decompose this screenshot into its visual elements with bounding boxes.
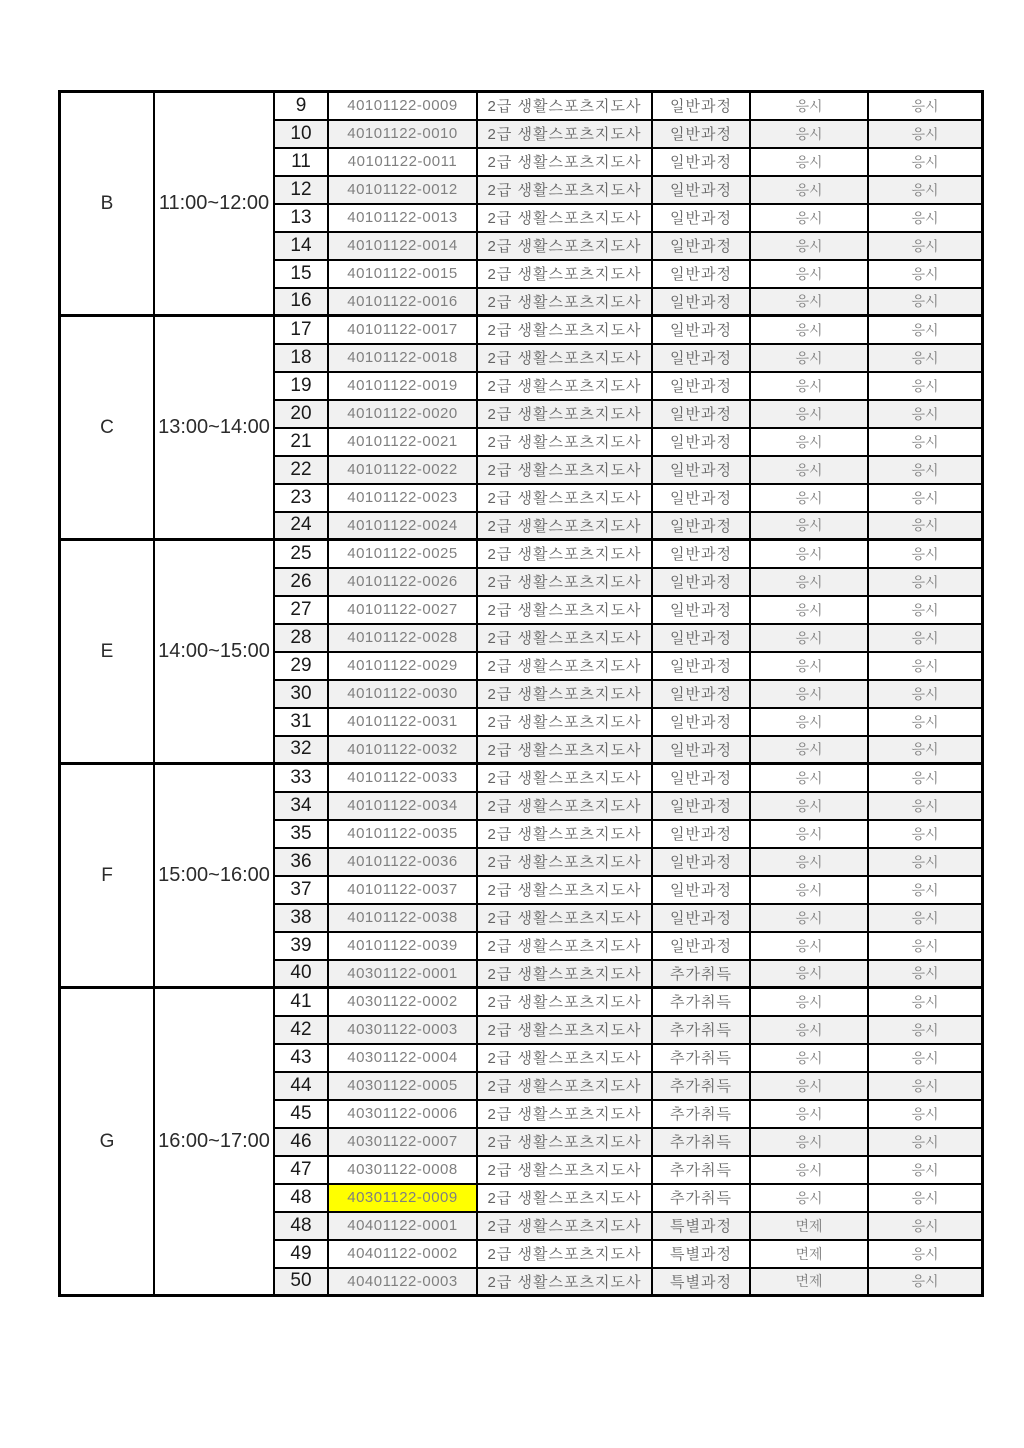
code-cell: 40101122-0016 (328, 288, 477, 316)
qualification-cell: 2급 생활스포츠지도사 (477, 1016, 652, 1044)
qualification-cell: 2급 생활스포츠지도사 (477, 92, 652, 120)
row-number-cell: 38 (274, 904, 328, 932)
code-cell: 40101122-0013 (328, 204, 477, 232)
row-number-cell: 42 (274, 1016, 328, 1044)
code-cell: 40101122-0033 (328, 764, 477, 792)
row-number-cell: 33 (274, 764, 328, 792)
status1-cell: 응시 (750, 512, 868, 540)
status1-cell: 응시 (750, 988, 868, 1016)
course-cell: 특별과정 (652, 1240, 750, 1268)
row-number-cell: 9 (274, 92, 328, 120)
code-cell: 40401122-0001 (328, 1212, 477, 1240)
status1-cell: 응시 (750, 904, 868, 932)
status2-cell: 응시 (868, 372, 983, 400)
course-cell: 일반과정 (652, 904, 750, 932)
status1-cell: 응시 (750, 288, 868, 316)
status2-cell: 응시 (868, 1044, 983, 1072)
status1-cell: 응시 (750, 372, 868, 400)
qualification-cell: 2급 생활스포츠지도사 (477, 876, 652, 904)
status2-cell: 응시 (868, 344, 983, 372)
qualification-cell: 2급 생활스포츠지도사 (477, 176, 652, 204)
code-cell: 40101122-0027 (328, 596, 477, 624)
status2-cell: 응시 (868, 1016, 983, 1044)
code-cell: 40301122-0007 (328, 1128, 477, 1156)
qualification-cell: 2급 생활스포츠지도사 (477, 120, 652, 148)
status1-cell: 응시 (750, 680, 868, 708)
code-cell: 40301122-0003 (328, 1016, 477, 1044)
status1-cell: 응시 (750, 456, 868, 484)
row-number-cell: 43 (274, 1044, 328, 1072)
code-cell: 40301122-0004 (328, 1044, 477, 1072)
course-cell: 일반과정 (652, 400, 750, 428)
qualification-cell: 2급 생활스포츠지도사 (477, 512, 652, 540)
code-cell: 40101122-0031 (328, 708, 477, 736)
course-cell: 일반과정 (652, 848, 750, 876)
table-row (60, 316, 983, 344)
status1-cell: 응시 (750, 260, 868, 288)
status1-cell: 응시 (750, 1184, 868, 1212)
qualification-cell: 2급 생활스포츠지도사 (477, 484, 652, 512)
status1-cell: 응시 (750, 1128, 868, 1156)
code-cell: 40101122-0024 (328, 512, 477, 540)
qualification-cell: 2급 생활스포츠지도사 (477, 568, 652, 596)
qualification-cell: 2급 생활스포츠지도사 (477, 1184, 652, 1212)
qualification-cell: 2급 생활스포츠지도사 (477, 736, 652, 764)
qualification-cell: 2급 생활스포츠지도사 (477, 652, 652, 680)
time-cell: 14:00~15:00 (154, 540, 274, 764)
qualification-cell: 2급 생활스포츠지도사 (477, 540, 652, 568)
qualification-cell: 2급 생활스포츠지도사 (477, 680, 652, 708)
status1-cell: 응시 (750, 932, 868, 960)
status2-cell: 응시 (868, 316, 983, 344)
row-number-cell: 29 (274, 652, 328, 680)
row-number-cell: 46 (274, 1128, 328, 1156)
course-cell: 일반과정 (652, 204, 750, 232)
status2-cell: 응시 (868, 400, 983, 428)
status2-cell: 응시 (868, 960, 983, 988)
code-cell: 40101122-0029 (328, 652, 477, 680)
row-number-cell: 48 (274, 1212, 328, 1240)
status1-cell: 응시 (750, 176, 868, 204)
status2-cell: 응시 (868, 120, 983, 148)
course-cell: 일반과정 (652, 736, 750, 764)
status1-cell: 응시 (750, 764, 868, 792)
status1-cell: 응시 (750, 204, 868, 232)
course-cell: 일반과정 (652, 708, 750, 736)
row-number-cell: 37 (274, 876, 328, 904)
code-cell: 40101122-0015 (328, 260, 477, 288)
status1-cell: 응시 (750, 120, 868, 148)
time-cell: 13:00~14:00 (154, 316, 274, 540)
status2-cell: 응시 (868, 932, 983, 960)
status2-cell: 응시 (868, 1156, 983, 1184)
status2-cell: 응시 (868, 1072, 983, 1100)
status1-cell: 응시 (750, 1016, 868, 1044)
code-cell: 40101122-0021 (328, 428, 477, 456)
qualification-cell: 2급 생활스포츠지도사 (477, 232, 652, 260)
status2-cell: 응시 (868, 1128, 983, 1156)
code-cell: 40101122-0012 (328, 176, 477, 204)
row-number-cell: 26 (274, 568, 328, 596)
status1-cell: 응시 (750, 344, 868, 372)
status2-cell: 응시 (868, 820, 983, 848)
status2-cell: 응시 (868, 680, 983, 708)
status1-cell: 응시 (750, 316, 868, 344)
status2-cell: 응시 (868, 1268, 983, 1296)
status2-cell: 응시 (868, 288, 983, 316)
row-number-cell: 16 (274, 288, 328, 316)
row-number-cell: 18 (274, 344, 328, 372)
qualification-cell: 2급 생활스포츠지도사 (477, 1156, 652, 1184)
status2-cell: 응시 (868, 792, 983, 820)
qualification-cell: 2급 생활스포츠지도사 (477, 792, 652, 820)
course-cell: 일반과정 (652, 512, 750, 540)
status1-cell: 응시 (750, 652, 868, 680)
group-label-cell: C (60, 316, 155, 540)
course-cell: 추가취득 (652, 1128, 750, 1156)
status1-cell: 응시 (750, 568, 868, 596)
course-cell: 일반과정 (652, 288, 750, 316)
row-number-cell: 23 (274, 484, 328, 512)
course-cell: 일반과정 (652, 456, 750, 484)
row-number-cell: 31 (274, 708, 328, 736)
code-cell: 40101122-0039 (328, 932, 477, 960)
row-number-cell: 28 (274, 624, 328, 652)
status2-cell: 응시 (868, 904, 983, 932)
code-cell: 40101122-0010 (328, 120, 477, 148)
code-cell: 40101122-0035 (328, 820, 477, 848)
row-number-cell: 41 (274, 988, 328, 1016)
course-cell: 특별과정 (652, 1212, 750, 1240)
qualification-cell: 2급 생활스포츠지도사 (477, 624, 652, 652)
code-cell: 40401122-0002 (328, 1240, 477, 1268)
row-number-cell: 20 (274, 400, 328, 428)
status2-cell: 응시 (868, 652, 983, 680)
course-cell: 추가취득 (652, 1016, 750, 1044)
status2-cell: 응시 (868, 568, 983, 596)
status1-cell: 응시 (750, 960, 868, 988)
code-cell: 40301122-0009 (328, 1184, 477, 1212)
code-cell: 40101122-0025 (328, 540, 477, 568)
status2-cell: 응시 (868, 1100, 983, 1128)
course-cell: 추가취득 (652, 1072, 750, 1100)
qualification-cell: 2급 생활스포츠지도사 (477, 344, 652, 372)
qualification-cell: 2급 생활스포츠지도사 (477, 260, 652, 288)
code-cell: 40101122-0028 (328, 624, 477, 652)
row-number-cell: 14 (274, 232, 328, 260)
row-number-cell: 30 (274, 680, 328, 708)
row-number-cell: 19 (274, 372, 328, 400)
row-number-cell: 21 (274, 428, 328, 456)
code-cell: 40101122-0037 (328, 876, 477, 904)
status1-cell: 응시 (750, 1072, 868, 1100)
course-cell: 일반과정 (652, 484, 750, 512)
course-cell: 추가취득 (652, 1044, 750, 1072)
status1-cell: 응시 (750, 1044, 868, 1072)
status1-cell: 응시 (750, 876, 868, 904)
course-cell: 일반과정 (652, 568, 750, 596)
status2-cell: 응시 (868, 764, 983, 792)
status1-cell: 응시 (750, 484, 868, 512)
qualification-cell: 2급 생활스포츠지도사 (477, 1128, 652, 1156)
time-cell: 16:00~17:00 (154, 988, 274, 1296)
code-cell: 40301122-0006 (328, 1100, 477, 1128)
course-cell: 일반과정 (652, 120, 750, 148)
code-cell: 40101122-0022 (328, 456, 477, 484)
course-cell: 일반과정 (652, 820, 750, 848)
status2-cell: 응시 (868, 148, 983, 176)
group-label-cell: B (60, 92, 155, 316)
status1-cell: 응시 (750, 624, 868, 652)
course-cell: 일반과정 (652, 624, 750, 652)
course-cell: 추가취득 (652, 988, 750, 1016)
status1-cell: 응시 (750, 428, 868, 456)
qualification-cell: 2급 생활스포츠지도사 (477, 1072, 652, 1100)
status1-cell: 응시 (750, 708, 868, 736)
course-cell: 추가취득 (652, 1100, 750, 1128)
group-label-cell: E (60, 540, 155, 764)
status2-cell: 응시 (868, 260, 983, 288)
status2-cell: 응시 (868, 204, 983, 232)
course-cell: 일반과정 (652, 260, 750, 288)
qualification-cell: 2급 생활스포츠지도사 (477, 960, 652, 988)
code-cell: 40101122-0009 (328, 92, 477, 120)
status2-cell: 응시 (868, 624, 983, 652)
code-cell: 40301122-0002 (328, 988, 477, 1016)
status2-cell: 응시 (868, 232, 983, 260)
course-cell: 일반과정 (652, 148, 750, 176)
course-cell: 추가취득 (652, 960, 750, 988)
qualification-cell: 2급 생활스포츠지도사 (477, 932, 652, 960)
status2-cell: 응시 (868, 596, 983, 624)
row-number-cell: 17 (274, 316, 328, 344)
row-number-cell: 32 (274, 736, 328, 764)
qualification-cell: 2급 생활스포츠지도사 (477, 400, 652, 428)
table-row (60, 764, 983, 792)
row-number-cell: 25 (274, 540, 328, 568)
code-cell: 40101122-0032 (328, 736, 477, 764)
status1-cell: 응시 (750, 92, 868, 120)
course-cell: 일반과정 (652, 876, 750, 904)
code-cell: 40301122-0001 (328, 960, 477, 988)
course-cell: 일반과정 (652, 596, 750, 624)
qualification-cell: 2급 생활스포츠지도사 (477, 708, 652, 736)
status2-cell: 응시 (868, 92, 983, 120)
status2-cell: 응시 (868, 456, 983, 484)
course-cell: 추가취득 (652, 1184, 750, 1212)
course-cell: 일반과정 (652, 764, 750, 792)
status2-cell: 응시 (868, 1184, 983, 1212)
course-cell: 일반과정 (652, 932, 750, 960)
group-label-cell: G (60, 988, 155, 1296)
qualification-cell: 2급 생활스포츠지도사 (477, 372, 652, 400)
table-row (60, 540, 983, 568)
qualification-cell: 2급 생활스포츠지도사 (477, 1212, 652, 1240)
row-number-cell: 35 (274, 820, 328, 848)
status1-cell: 응시 (750, 232, 868, 260)
row-number-cell: 24 (274, 512, 328, 540)
row-number-cell: 45 (274, 1100, 328, 1128)
code-cell: 40101122-0011 (328, 148, 477, 176)
qualification-cell: 2급 생활스포츠지도사 (477, 148, 652, 176)
status2-cell: 응시 (868, 176, 983, 204)
code-cell: 40301122-0008 (328, 1156, 477, 1184)
group-label-cell: F (60, 764, 155, 988)
code-cell: 40301122-0005 (328, 1072, 477, 1100)
course-cell: 특별과정 (652, 1268, 750, 1296)
row-number-cell: 39 (274, 932, 328, 960)
table-row (60, 988, 983, 1016)
course-cell: 일반과정 (652, 372, 750, 400)
qualification-cell: 2급 생활스포츠지도사 (477, 204, 652, 232)
qualification-cell: 2급 생활스포츠지도사 (477, 428, 652, 456)
status2-cell: 응시 (868, 988, 983, 1016)
table-body (60, 92, 983, 1296)
time-cell: 11:00~12:00 (154, 92, 274, 316)
status1-cell: 응시 (750, 540, 868, 568)
code-cell: 40101122-0020 (328, 400, 477, 428)
code-cell: 40101122-0018 (328, 344, 477, 372)
time-cell: 15:00~16:00 (154, 764, 274, 988)
qualification-cell: 2급 생활스포츠지도사 (477, 820, 652, 848)
row-number-cell: 47 (274, 1156, 328, 1184)
code-cell: 40101122-0014 (328, 232, 477, 260)
status2-cell: 응시 (868, 540, 983, 568)
status1-cell: 응시 (750, 1100, 868, 1128)
row-number-cell: 10 (274, 120, 328, 148)
qualification-cell: 2급 생활스포츠지도사 (477, 904, 652, 932)
qualification-cell: 2급 생활스포츠지도사 (477, 1044, 652, 1072)
qualification-cell: 2급 생활스포츠지도사 (477, 288, 652, 316)
row-number-cell: 13 (274, 204, 328, 232)
code-cell: 40101122-0030 (328, 680, 477, 708)
status2-cell: 응시 (868, 876, 983, 904)
code-cell: 40101122-0017 (328, 316, 477, 344)
qualification-cell: 2급 생활스포츠지도사 (477, 456, 652, 484)
status1-cell: 응시 (750, 400, 868, 428)
row-number-cell: 34 (274, 792, 328, 820)
course-cell: 일반과정 (652, 92, 750, 120)
course-cell: 추가취득 (652, 1156, 750, 1184)
qualification-cell: 2급 생활스포츠지도사 (477, 1268, 652, 1296)
status1-cell: 면제 (750, 1240, 868, 1268)
course-cell: 일반과정 (652, 344, 750, 372)
status1-cell: 응시 (750, 736, 868, 764)
qualification-cell: 2급 생활스포츠지도사 (477, 596, 652, 624)
status1-cell: 면제 (750, 1268, 868, 1296)
code-cell: 40101122-0019 (328, 372, 477, 400)
status2-cell: 응시 (868, 428, 983, 456)
course-cell: 일반과정 (652, 316, 750, 344)
code-cell: 40401122-0003 (328, 1268, 477, 1296)
status2-cell: 응시 (868, 484, 983, 512)
status1-cell: 응시 (750, 596, 868, 624)
code-cell: 40101122-0026 (328, 568, 477, 596)
qualification-cell: 2급 생활스포츠지도사 (477, 1100, 652, 1128)
qualification-cell: 2급 생활스포츠지도사 (477, 988, 652, 1016)
course-cell: 일반과정 (652, 540, 750, 568)
status2-cell: 응시 (868, 512, 983, 540)
status1-cell: 응시 (750, 1156, 868, 1184)
status1-cell: 응시 (750, 792, 868, 820)
status2-cell: 응시 (868, 708, 983, 736)
course-cell: 일반과정 (652, 680, 750, 708)
course-cell: 일반과정 (652, 428, 750, 456)
status1-cell: 응시 (750, 820, 868, 848)
course-cell: 일반과정 (652, 176, 750, 204)
status2-cell: 응시 (868, 848, 983, 876)
row-number-cell: 12 (274, 176, 328, 204)
table-row (60, 92, 983, 120)
status2-cell: 응시 (868, 1240, 983, 1268)
status1-cell: 응시 (750, 848, 868, 876)
row-number-cell: 49 (274, 1240, 328, 1268)
row-number-cell: 27 (274, 596, 328, 624)
qualification-cell: 2급 생활스포츠지도사 (477, 848, 652, 876)
status1-cell: 응시 (750, 148, 868, 176)
row-number-cell: 36 (274, 848, 328, 876)
code-cell: 40101122-0023 (328, 484, 477, 512)
status2-cell: 응시 (868, 736, 983, 764)
qualification-cell: 2급 생활스포츠지도사 (477, 316, 652, 344)
status2-cell: 응시 (868, 1212, 983, 1240)
row-number-cell: 40 (274, 960, 328, 988)
course-cell: 일반과정 (652, 652, 750, 680)
row-number-cell: 44 (274, 1072, 328, 1100)
course-cell: 일반과정 (652, 232, 750, 260)
qualification-cell: 2급 생활스포츠지도사 (477, 764, 652, 792)
row-number-cell: 48 (274, 1184, 328, 1212)
row-number-cell: 11 (274, 148, 328, 176)
row-number-cell: 22 (274, 456, 328, 484)
qualification-cell: 2급 생활스포츠지도사 (477, 1240, 652, 1268)
row-number-cell: 50 (274, 1268, 328, 1296)
code-cell: 40101122-0036 (328, 848, 477, 876)
code-cell: 40101122-0038 (328, 904, 477, 932)
exam-schedule-table (58, 90, 984, 1297)
course-cell: 일반과정 (652, 792, 750, 820)
row-number-cell: 15 (274, 260, 328, 288)
code-cell: 40101122-0034 (328, 792, 477, 820)
status1-cell: 면제 (750, 1212, 868, 1240)
